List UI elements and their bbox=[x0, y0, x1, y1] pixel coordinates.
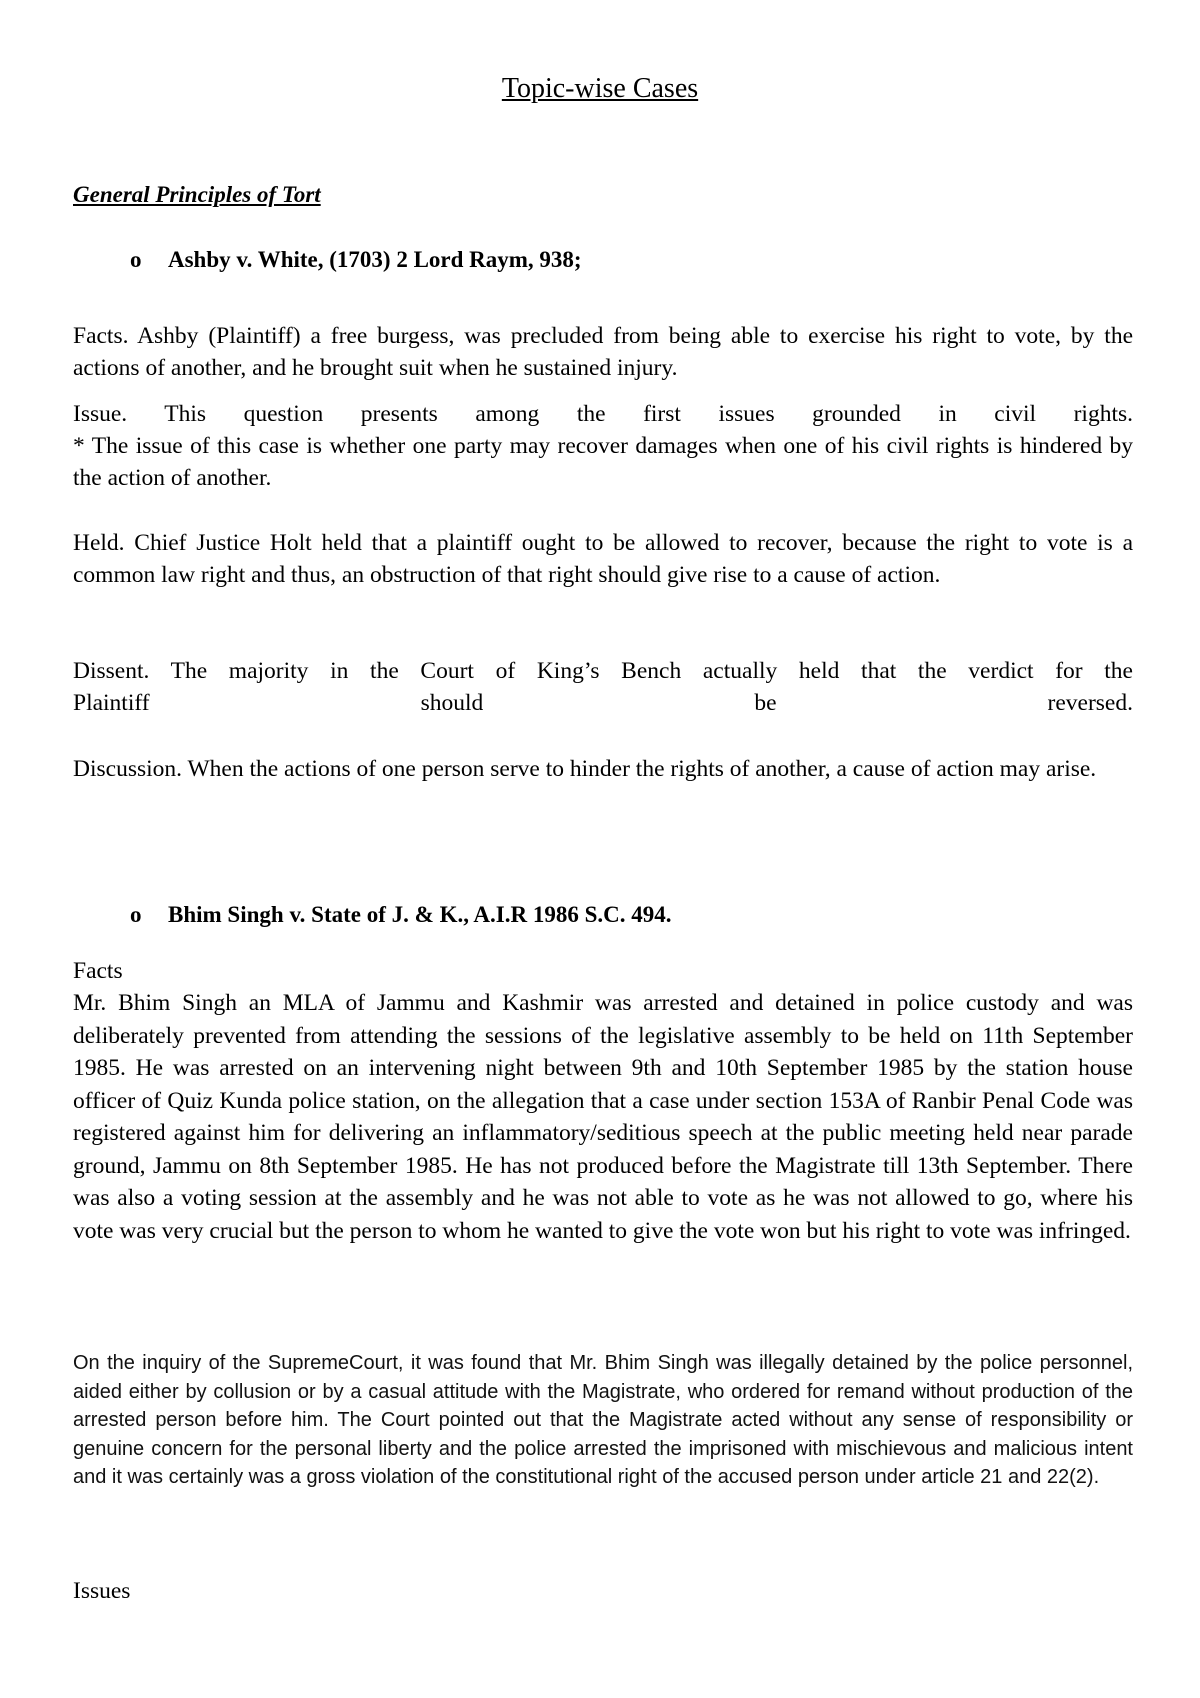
case-issue-detail: * The issue of this case is whether one party may recover damages when one of his civil rights is hindered by the action of another. bbox=[73, 433, 1133, 491]
section-heading: General Principles of Tort bbox=[73, 182, 321, 207]
case-dissent-line: Plaintiff should be reversed. bbox=[73, 690, 1133, 716]
case-title: Ashby v. White, (1703) 2 Lord Raym, 938; bbox=[168, 247, 582, 272]
case-held: Held. Chief Justice Holt held that a plaintiff ought to be allowed to recover, because the right to vote is a common law right and thus, an obstruction of that right should give rise to a cause of action. bbox=[73, 530, 1133, 588]
case-dissent-line: Dissent. The majority in the Court of King’s Bench actually held that the verdict for the bbox=[73, 658, 1133, 684]
list-bullet: o bbox=[130, 247, 142, 272]
case-inquiry: On the inquiry of the SupremeCourt, it was found that Mr. Bhim Singh was illegally detained by the police personnel, aided either by collusion or by a casual attitude with the Magistrate, who ordered for remand without production of the arrested person before him. The Court pointed out that the Magistrate acted without any sense of responsibility or genuine concern for the personal liberty and the police arrested the imprisoned with mischievous and malicious intent and it was certainly was a gross violation of the constitutional right of the accused person under article 21 and 22(2). bbox=[73, 1352, 1133, 1488]
case-title: Bhim Singh v. State of J. & K., A.I.R 1986 S.C. 494. bbox=[168, 902, 672, 927]
case-facts: Facts. Ashby (Plaintiff) a free burgess, was precluded from being able to exercise his right to vote, by the actions of another, and he brought suit when he sustained injury. bbox=[73, 323, 1133, 381]
case-heading-ashby bbox=[130, 245, 582, 275]
document-title: Topic-wise Cases bbox=[501, 73, 699, 104]
facts-label: Facts bbox=[73, 958, 123, 984]
case-facts: Mr. Bhim Singh an MLA of Jammu and Kashmir was arrested and detained in police custody and was deliberately prevented from attending the sessions of the legislative assembly to be held on 11th September 1985. He was arrested on an intervening night between 9th and 10th September 1985 by the station house officer of Quiz Kunda police station, on the allegation that a case under section 153A of Ranbir Penal Code was registered against him for delivering an inflammatory/seditious speech at the public meeting held near parade ground, Jammu on 8th September 1985. He has not produced before the Magistrate till 13th September. There was also a voting session at the assembly and he was not able to vote as he was not allowed to go, where his vote was very crucial but the person to whom he wanted to give the vote won but his right to vote was infringed. bbox=[73, 990, 1133, 1244]
issues-label: Issues bbox=[73, 1578, 131, 1604]
case-heading-bhim-singh bbox=[130, 900, 672, 930]
list-bullet: o bbox=[130, 902, 142, 927]
case-dissent bbox=[73, 655, 1133, 719]
case-discussion: Discussion. When the actions of one person serve to hinder the rights of another, a cause of action may arise. bbox=[73, 756, 1097, 782]
case-issue bbox=[73, 398, 1133, 494]
case-issue-line: Issue. This question presents among the first issues grounded in civil rights. bbox=[73, 401, 1133, 427]
